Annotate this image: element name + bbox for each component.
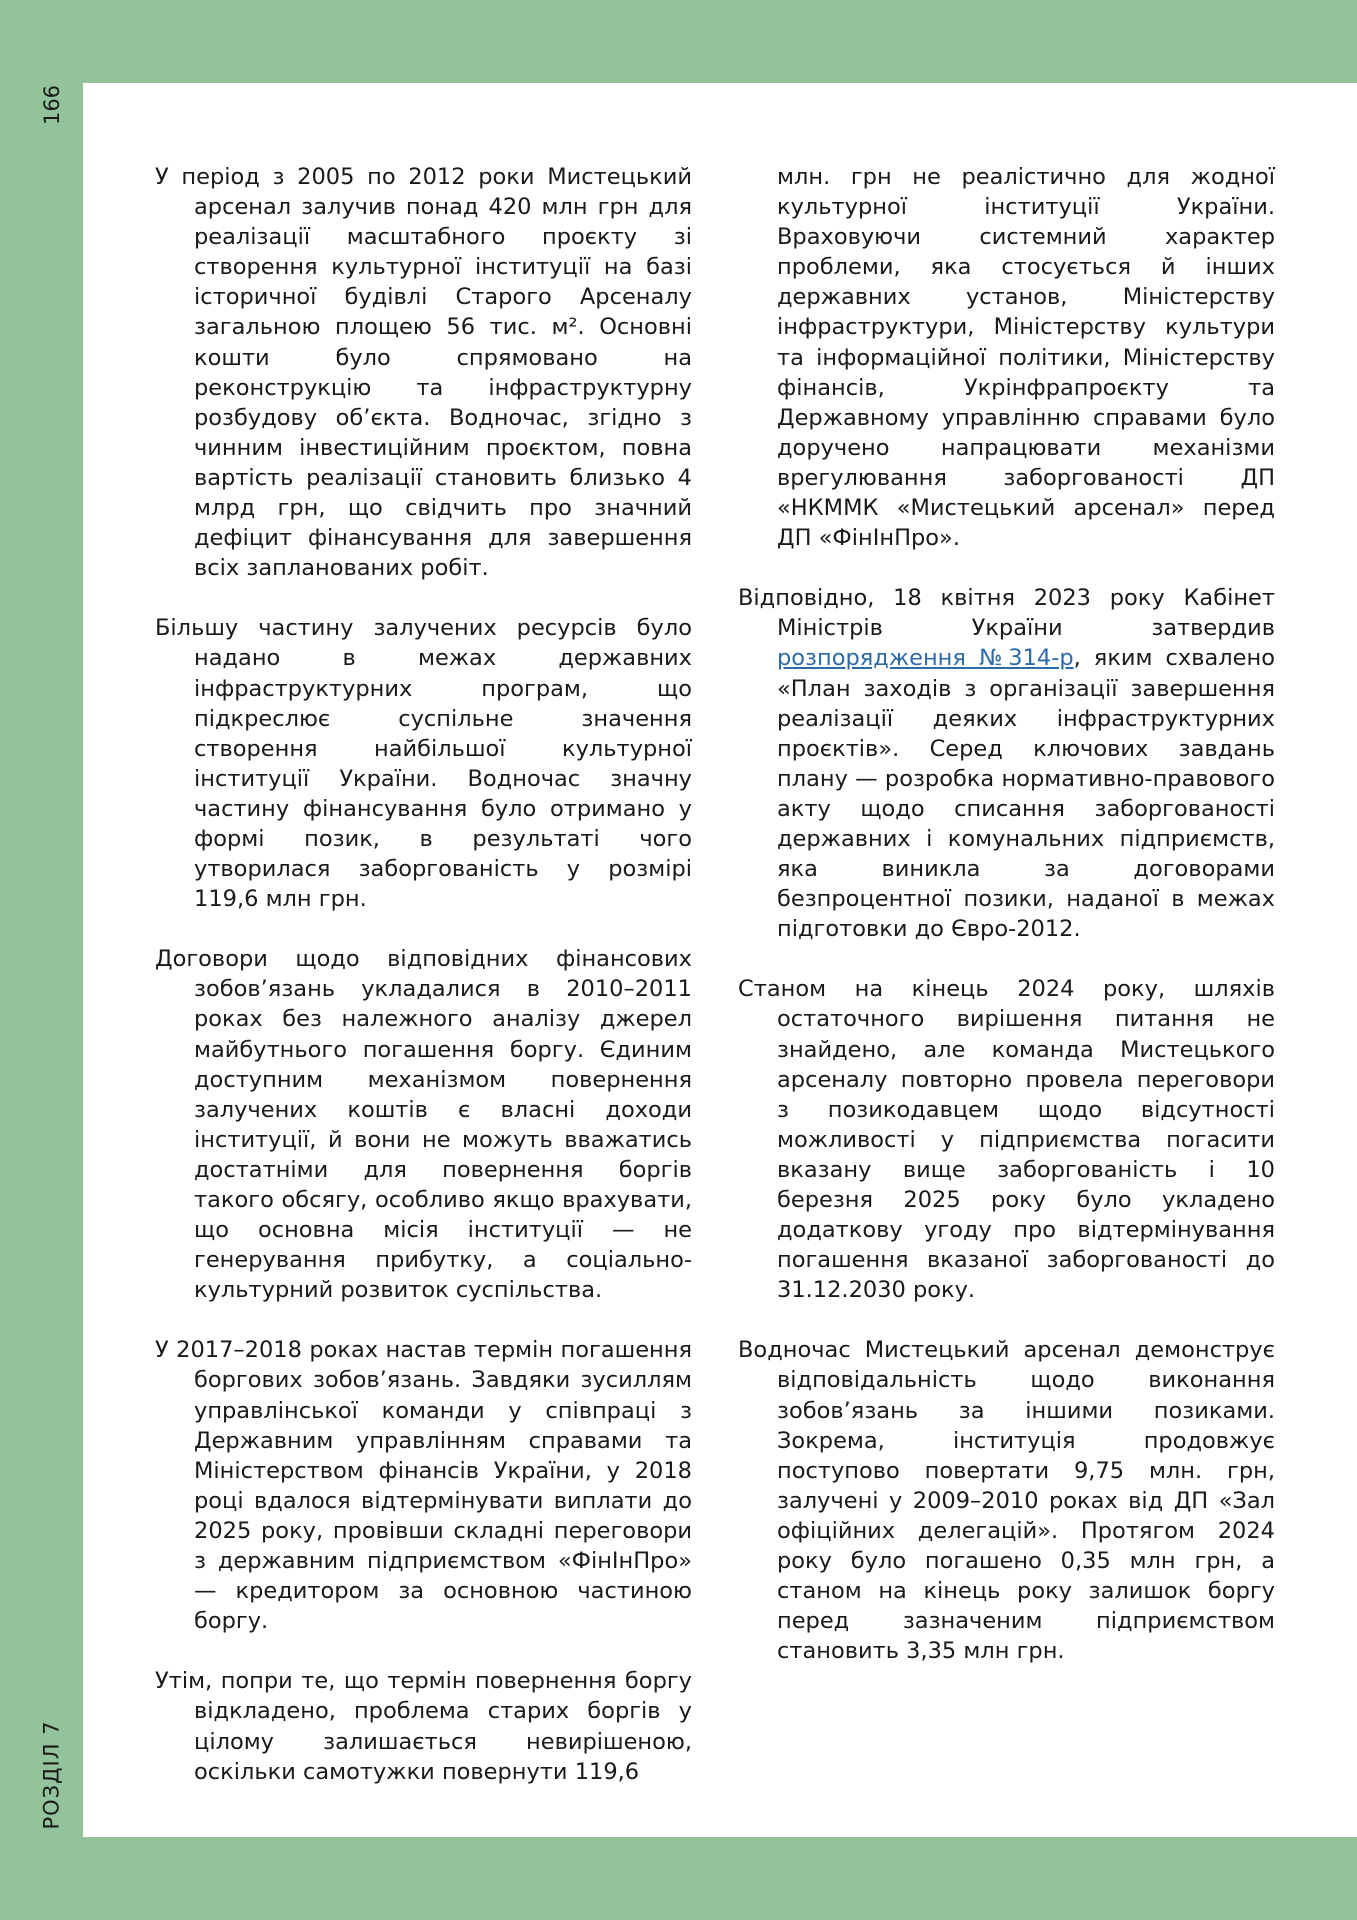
left-column	[155, 162, 692, 1817]
paragraph-cabinet-decree	[738, 583, 1275, 944]
paragraph-continuation: млн. грн не реалістично для жодної культурної інституції України. Враховуючи системний характер проблеми, яка стосується й інших державних установ, Міністерству інфраструктури, Міністерству культури та інформаційної політики, Міністерству фінансів, Укрінфрапроєкту та Державному управлінню справами було доручено напрацювати механізми врегулювання заборгованості ДП «НКММК «Мистецький арсенал» перед ДП «ФінІнПро».	[777, 164, 1275, 552]
paragraph-infrastructure-programs: Більшу частину залучених ресурсів було надано в межах державних інфраструктурних програм, що підкреслює суспільне значення створення найбільшої культурної інституції України. Водночас значну частину фінансування було отримано у формі позик, в результаті чого утворилася заборгованість у розмірі 119,6 млн грн.	[155, 615, 692, 913]
paragraph-other-loans: Водночас Мистецький арсенал демонструє відповідальність щодо виконання зобов’язань за іншими позиками. Зокрема, інституція продовжує поступово повертати 9,75 млн. грн, залучені у 2009–2010 роках від ДП «Зал офіційних делегацій». Протягом 2024 року було погашено 0,35 млн грн, а станом на кінець року залишок боргу перед зазначеним підприємством становить 3,35 млн грн.	[738, 1337, 1275, 1665]
paragraph-unresolved-debt: Утім, попри те, що термін повернення боргу відкладено, проблема старих боргів у цілому залишається невирішеною, оскільки самотужки повернути 119,6	[155, 1668, 692, 1785]
paragraph-investment-2005-2012: У період з 2005 по 2012 роки Мистецький арсенал залучив понад 420 млн грн для реалізації масштабного проєкту зі створення культурної інституції на базі історичної будівлі Старого Арсеналу загальною площею 56 тис. м². Основні кошти було спрямовано на реконструкцію та інфраструктурну розбудову об’єкта. Водночас, згідно з чинним інвестиційним проєктом, повна вартість реалізації становить близько 4 млрд грн, що свідчить про значний дефіцит фінансування для завершення всіх запланованих робіт.	[155, 164, 692, 582]
decree-314-link[interactable]: розпорядження №314-р	[777, 645, 1074, 672]
page-number-text: 166	[40, 84, 64, 126]
section-label	[37, 1712, 67, 1838]
paragraph-loan-agreements: Договори щодо відповідних фінансових зобов’язань укладалися в 2010–2011 роках без належного аналізу джерел майбутнього погашення боргу. Єдиним доступним механізмом повернення залучених коштів є власні доходи інституції, й вони не можуть вважатись достатніми для повернення боргів такого обсягу, особливо якщо врахувати, що основна місія інституції — не генерування прибутку, а соціально-культурний розвиток суспільства.	[155, 946, 692, 1304]
paragraph-status-2024: Станом на кінець 2024 року, шляхів остаточного вирішення питання не знайдено, але команда Мистецького арсеналу повторно провела переговори з позикодавцем щодо відсутності можливості у підприємства погасити вказану вище заборгованість і 10 березня 2025 року було укладено додаткову угоду про відтермінування погашення вказаної заборгованості до 31.12.2030 року.	[738, 976, 1275, 1304]
paragraph-repayment-deferral: У 2017–2018 роках настав термін погашення боргових зобов’язань. Завдяки зусиллям управлінської команди у співпраці з Державним управлінням справами та Міністерством фінансів України, у 2018 році вдалося відтермінувати виплати до 2025 року, провівши складні переговори з державним підприємством «ФінІнПро» — кредитором за основною частиною боргу.	[155, 1337, 692, 1635]
section-label-text: РОЗДІЛ 7	[40, 1720, 64, 1830]
decree-text-after-link: , яким схвалено «План заходів з організації завершення реалізації деяких інфраструктурних проєктів». Серед ключових завдань плану — розробка нормативно-правового акту щодо списання заборгованості державних і комунальних підприємств, яка виникла за договорами безпроцентної позики, наданої в межах підготовки до Євро-2012.	[777, 645, 1275, 943]
decree-text-before-link: Відповідно, 18 квітня 2023 року Кабінет Міністрів України затвердив	[738, 585, 1275, 642]
right-column	[738, 162, 1275, 1696]
page-number	[37, 82, 67, 128]
